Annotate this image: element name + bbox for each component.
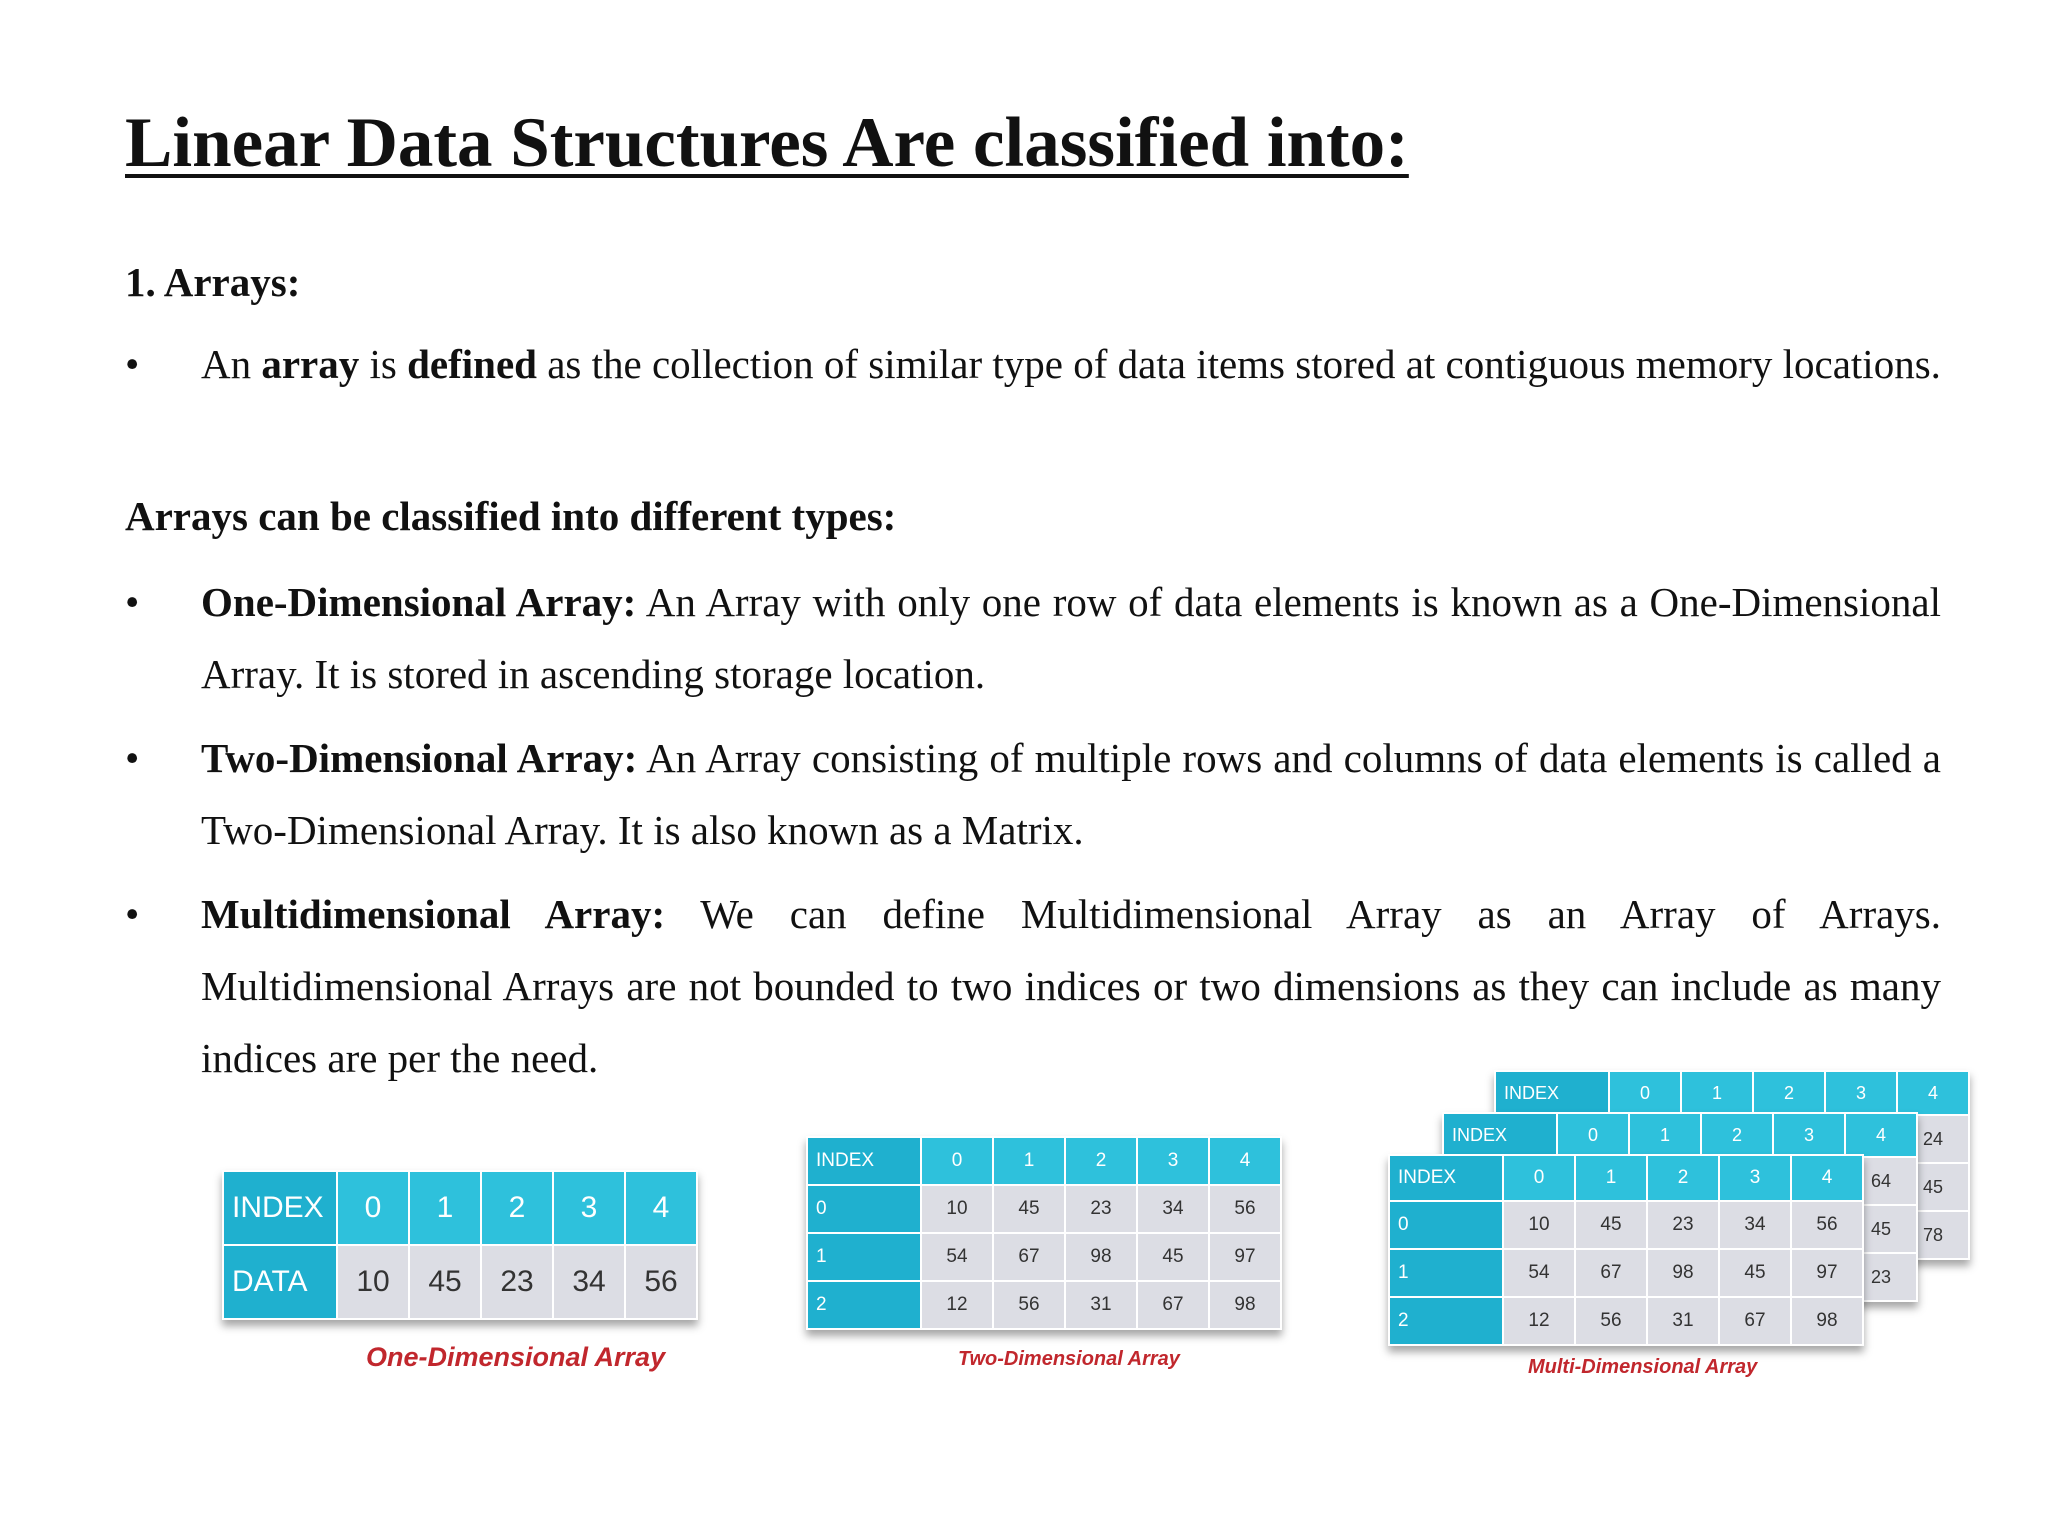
data-cell: 56	[1791, 1201, 1863, 1249]
data-cell: 45	[409, 1245, 481, 1319]
data-cell: 34	[553, 1245, 625, 1319]
page-title: Linear Data Structures Are classified into:	[125, 104, 1409, 182]
index-cell: 3	[553, 1171, 625, 1245]
col-header-cell: 3	[1825, 1071, 1897, 1115]
data-cell: 98	[1065, 1233, 1137, 1281]
col-header-cell: 0	[1609, 1071, 1681, 1115]
data-cell: 56	[1209, 1185, 1281, 1233]
col-header-cell: 4	[1209, 1137, 1281, 1185]
row-label-cell: 1	[807, 1233, 921, 1281]
bullet-text: Multidimensional Array: We can define Multidimensional Array as an Array of Arrays. Multidimensional Arrays are not bounded to two indices or two dimensions as they can include as many indices are per the need.	[201, 891, 1942, 1081]
col-header-cell: 1	[1629, 1113, 1701, 1157]
data-cell: 31	[1065, 1281, 1137, 1329]
one-d-caption: One-Dimensional Array	[366, 1342, 666, 1372]
bullet-text: One-Dimensional Array: An Array with only one row of data elements is known as a One-Dimensional Array. It is stored in ascending storage location.	[201, 579, 1941, 697]
bullet-one-dimensional	[125, 566, 1941, 710]
col-header-cell: 1	[993, 1137, 1065, 1185]
col-header-cell: 2	[1701, 1113, 1773, 1157]
data-cell: 45	[1897, 1163, 1969, 1211]
section-heading-arrays: 1. Arrays:	[125, 259, 301, 305]
col-header-cell: 3	[1137, 1137, 1209, 1185]
data-cell: 54	[1503, 1249, 1575, 1297]
data-cell: 97	[1209, 1233, 1281, 1281]
data-cell: 23	[1065, 1185, 1137, 1233]
data-cell: 56	[993, 1281, 1065, 1329]
row-label-cell: 0	[807, 1185, 921, 1233]
data-cell: 67	[1719, 1297, 1791, 1345]
data-cell: 97	[1791, 1249, 1863, 1297]
data-cell: 10	[921, 1185, 993, 1233]
data-cell: 54	[921, 1233, 993, 1281]
multi-d-front-layer	[1388, 1154, 1864, 1346]
data-cell: 23	[481, 1245, 553, 1319]
col-header-cell: 4	[1791, 1155, 1863, 1201]
data-cell: 67	[1575, 1249, 1647, 1297]
two-dimensional-array-figure	[806, 1136, 1282, 1330]
data-cell: 31	[1647, 1297, 1719, 1345]
data-cell: 12	[921, 1281, 993, 1329]
data-header-cell: DATA	[223, 1245, 337, 1319]
col-header-cell: 0	[1557, 1113, 1629, 1157]
bullet-marker: •	[125, 579, 140, 625]
row-label-cell: 2	[1389, 1297, 1503, 1345]
col-header-cell: 1	[1681, 1071, 1753, 1115]
bullet-marker: •	[125, 341, 140, 387]
index-cell: 2	[481, 1171, 553, 1245]
bullet-text: Two-Dimensional Array: An Array consisting of multiple rows and columns of data elements is called a Two-Dimensional Array. It is also known as a Matrix.	[201, 735, 1941, 853]
data-cell: 34	[1719, 1201, 1791, 1249]
bullet-marker: •	[125, 891, 140, 937]
bullet-text: An array is defined as the collection of similar type of data items stored at contiguous memory locations.	[201, 341, 1941, 387]
data-cell: 23	[1845, 1253, 1917, 1301]
data-cell: 98	[1791, 1297, 1863, 1345]
col-header-cell: 4	[1897, 1071, 1969, 1115]
data-cell: 10	[1503, 1201, 1575, 1249]
bullet-marker: •	[125, 735, 140, 781]
index-header-cell: INDEX	[1389, 1155, 1503, 1201]
data-cell: 98	[1209, 1281, 1281, 1329]
index-header-cell: INDEX	[807, 1137, 921, 1185]
data-cell: 56	[1575, 1297, 1647, 1345]
one-dimensional-array-figure	[222, 1170, 698, 1320]
data-cell: 56	[625, 1245, 697, 1319]
data-cell: 45	[1137, 1233, 1209, 1281]
col-header-cell: 0	[921, 1137, 993, 1185]
row-label-cell: 0	[1389, 1201, 1503, 1249]
data-cell: 45	[1575, 1201, 1647, 1249]
col-header-cell: 0	[1503, 1155, 1575, 1201]
index-cell: 1	[409, 1171, 481, 1245]
two-d-caption: Two-Dimensional Array	[958, 1348, 1180, 1370]
one-d-array-table	[222, 1170, 698, 1320]
index-header-cell: INDEX	[1495, 1071, 1609, 1115]
data-cell: 78	[1897, 1211, 1969, 1259]
bullet-two-dimensional	[125, 722, 1941, 866]
data-cell: 67	[993, 1233, 1065, 1281]
index-cell: 0	[337, 1171, 409, 1245]
index-header-cell: INDEX	[223, 1171, 337, 1245]
col-header-cell: 2	[1065, 1137, 1137, 1185]
row-label-cell: 1	[1389, 1249, 1503, 1297]
col-header-cell: 4	[1845, 1113, 1917, 1157]
data-cell: 10	[337, 1245, 409, 1319]
data-cell: 45	[1719, 1249, 1791, 1297]
col-header-cell: 3	[1719, 1155, 1791, 1201]
bullet-multidimensional	[125, 878, 1941, 1094]
col-header-cell: 2	[1753, 1071, 1825, 1115]
types-heading: Arrays can be classified into different types:	[125, 493, 897, 539]
data-cell: 24	[1897, 1115, 1969, 1163]
data-cell: 12	[1503, 1297, 1575, 1345]
multi-d-caption: Multi-Dimensional Array	[1528, 1356, 1758, 1378]
data-cell: 45	[1845, 1205, 1917, 1253]
data-cell: 34	[1137, 1185, 1209, 1233]
data-cell: 23	[1647, 1201, 1719, 1249]
index-cell: 4	[625, 1171, 697, 1245]
index-header-cell: INDEX	[1443, 1113, 1557, 1157]
data-cell: 45	[993, 1185, 1065, 1233]
bullet-array-definition	[125, 328, 1941, 400]
data-cell: 98	[1647, 1249, 1719, 1297]
two-d-array-table	[806, 1136, 1282, 1330]
row-label-cell: 2	[807, 1281, 921, 1329]
data-cell: 64	[1845, 1157, 1917, 1205]
col-header-cell: 3	[1773, 1113, 1845, 1157]
data-cell: 67	[1137, 1281, 1209, 1329]
multi-d-front-table	[1388, 1154, 1864, 1346]
col-header-cell: 2	[1647, 1155, 1719, 1201]
col-header-cell: 1	[1575, 1155, 1647, 1201]
